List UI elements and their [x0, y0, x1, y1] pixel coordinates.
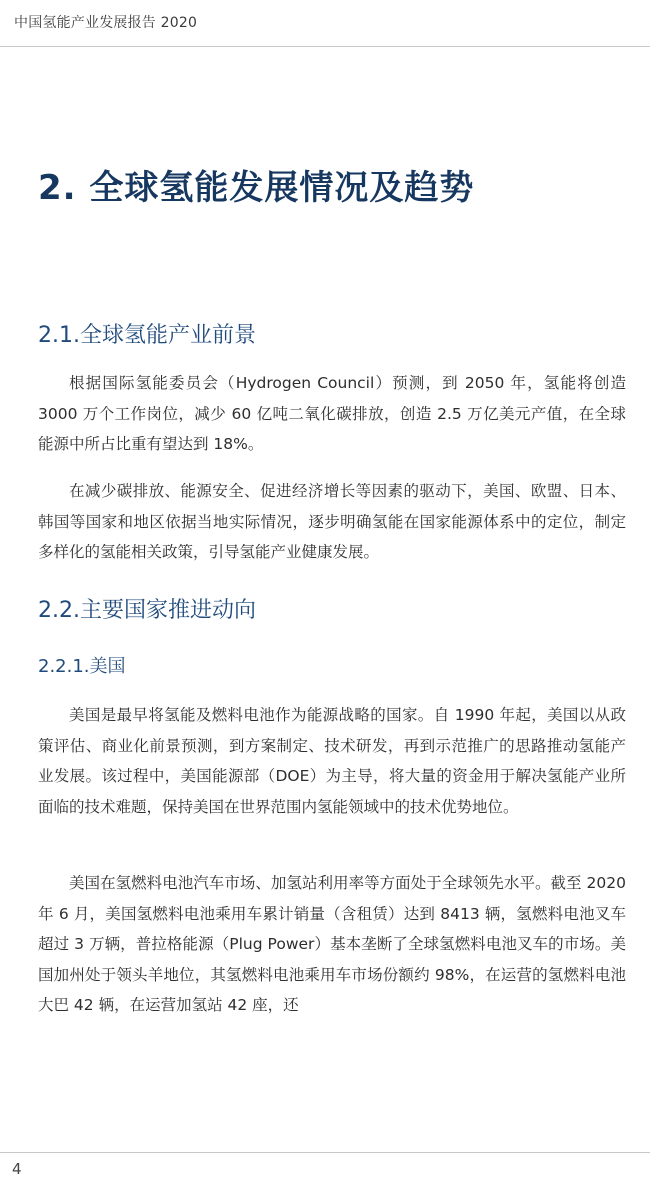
section-heading-2-2: 2.2.主要国家推进动向	[38, 598, 256, 623]
running-header: 中国氢能产业发展报告 2020	[14, 15, 198, 31]
footer-divider	[0, 1152, 650, 1153]
page-number: 4	[12, 1160, 22, 1178]
paragraph: 美国是最早将氢能及燃料电池作为能源战略的国家。自 1990 年起，美国以从政策评估、商业化前景预测，到方案制定、技术研发，再到示范推广的思路推动氢能产业发展。该过程中，美国能源部（DOE）为主导，将大量的资金用于解决氢能产业所面临的技术难题，保持美国在世界范围内氢能领域中的技术优势地位。	[38, 706, 626, 816]
subsection-heading-2-2-1: 2.2.1.美国	[38, 656, 126, 677]
section-heading-2-1: 2.1.全球氢能产业前景	[38, 323, 256, 348]
paragraph: 根据国际氢能委员会（Hydrogen Council）预测，到 2050 年，氢能将创造 3000 万个工作岗位，减少 60 亿吨二氧化碳排放，创造 2.5 万亿美元产值，在全球能源中所占比重有望达到 18%。	[38, 374, 626, 453]
chapter-title: 2. 全球氢能发展情况及趋势	[38, 168, 475, 208]
paragraph: 美国在氢燃料电池汽车市场、加氢站利用率等方面处于全球领先水平。截至 2020 年 6 月，美国氢燃料电池乘用车累计销量（含租赁）达到 8413 辆，氢燃料电池叉车超过 3 万辆，普拉格能源（Plug Power）基本垄断了全球氢燃料电池叉车的市场。美国加州处于领头羊地位，其氢燃料电池乘用车市场份额约 98%，在运营的氢燃料电池大巴 42 辆，在运营加氢站 42 座，还	[38, 874, 626, 1014]
header-divider	[0, 46, 650, 47]
paragraph: 在减少碳排放、能源安全、促进经济增长等因素的驱动下，美国、欧盟、日本、韩国等国家和地区依据当地实际情况，逐步明确氢能在国家能源体系中的定位，制定多样化的氢能相关政策，引导氢能产业健康发展。	[38, 482, 626, 561]
